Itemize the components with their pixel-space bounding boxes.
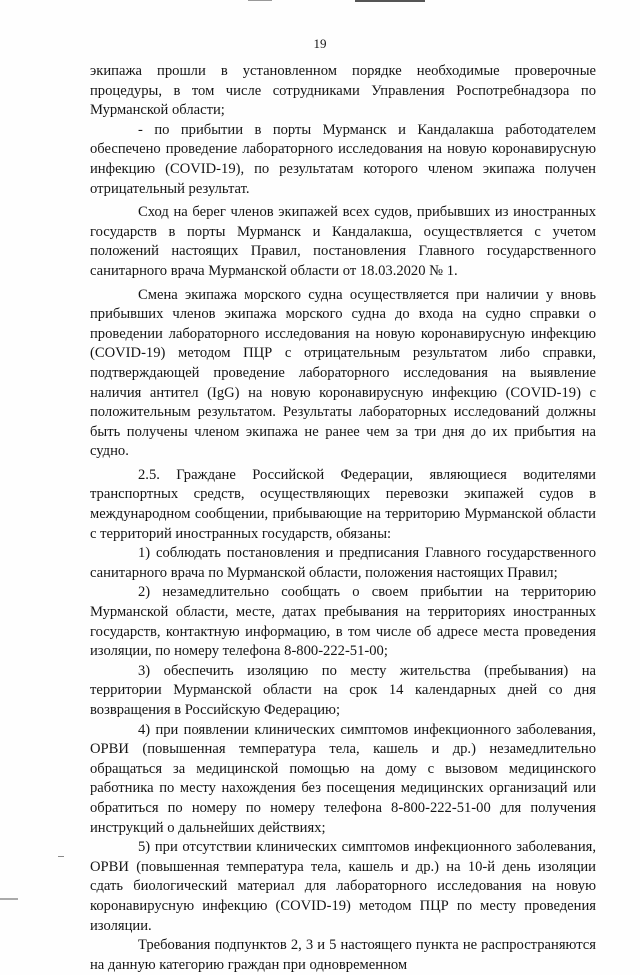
paragraph-continuation: экипажа прошли в установленном порядке необходимые проверочные процедуры, в том числе сотрудниками Управления Роспотребнадзора по Мурманской области; (90, 63, 596, 119)
page-number: 19 (313, 36, 327, 51)
list-item-3: 3) обеспечить изоляцию по месту жительства (пребывания) на территории Мурманской области на срок 14 календарных дней со дня возвращения в Российскую Федерацию; (90, 662, 596, 718)
document-body (90, 62, 596, 975)
list-item-4: 4) при появлении клинических симптомов инфекционного заболевания, ОРВИ (повышенная температура тела, кашель и др.) незамедлительно обращаться за медицинской помощью на дому с вызовом медицинского работника по месту нахождения без посещения медицинских организаций или обратиться по номеру по номеру телефона 8-800-222-51-00 для получения инструкций о дальнейших действиях; (90, 721, 596, 836)
scan-artifact-line (248, 0, 272, 1)
paragraph-section-2-5: 2.5. Граждане Российской Федерации, являющиеся водителями транспортных средств, осуществляющих перевозки экипажей судов в международном сообщении, прибывающие на территорию Мурманской области с территорий иностранных государств, обязаны: (90, 466, 596, 542)
list-item-2: 2) незамедлительно сообщать о своем прибытии на территорию Мурманской области, месте, датах пребывания на территориях иностранных государств, контактную информацию, в том числе об адресе места проведения изоляции, по номеру телефона 8-800-222-51-00; (90, 584, 596, 660)
paragraph-port-testing: - по прибытии в порты Мурманск и Кандалакша работодателем обеспечено проведение лабораторного исследования на новую коронавирусную инфекцию (COVID-19), по результатам которого членом экипажа получен отрицательный результат. (90, 121, 596, 197)
scan-artifact-line (355, 0, 425, 2)
list-item-1: 1) соблюдать постановления и предписания Главного государственного санитарного врача по Мурманской области, положения настоящих Правил; (90, 545, 596, 581)
list-item-5: 5) при отсутствии клинических симптомов инфекционного заболевания, ОРВИ (повышенная температура тела, кашель и др.) на 10-й день изоляции сдать биологический материал для лабораторного исследования на новую коронавирусную инфекцию (COVID-19) методом ПЦР по месту проведения изоляции. (90, 839, 596, 934)
paragraph-requirements: Требования подпунктов 2, 3 и 5 настоящего пункта не распространяются на данную категорию граждан при одновременном (90, 937, 596, 973)
scan-artifact-mark (58, 856, 64, 857)
paragraph-shore-leave: Сход на берег членов экипажей всех судов, прибывших из иностранных государств в порты Мурманск и Кандалакша, осуществляется с учетом положений настоящих Правил, постановления Главного государственного санитарного врача Мурманской области от 18.03.2020 № 1. (90, 204, 596, 279)
scan-artifact-mark (0, 898, 18, 900)
paragraph-crew-change: Смена экипажа морского судна осуществляется при наличии у вновь прибывших членов экипажа морского судна до входа на судно справки о проведении лабораторного исследования на новую коронавирусную инфекцию (COVID-19) методом ПЦР с отрицательным результатом либо справки, подтверждающей проведение лабораторного исследования на выявление наличия антител (IgG) на новую коронавирусную инфекцию (COVID-19) с положительным результатом. Результаты лабораторных исследований должны быть получены членом экипажа не ранее чем за три дня до их прибытия на судно. (90, 286, 596, 460)
